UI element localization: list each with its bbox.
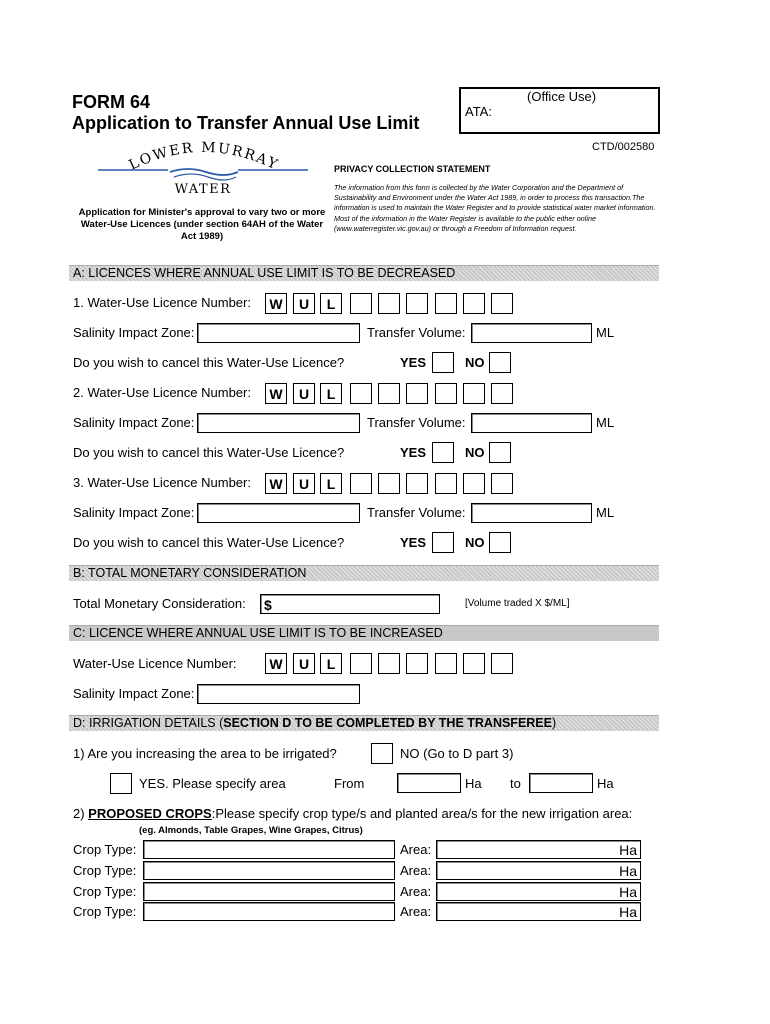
licence-digit-cell[interactable] [378,293,400,314]
licence-digit-cell[interactable] [350,383,372,404]
licence-digit-cell[interactable] [406,383,428,404]
salinity-zone-label: Salinity Impact Zone: [73,415,195,430]
licence-digit-cell[interactable] [435,383,457,404]
yes-label: YES [400,445,427,460]
licence-digit-cell[interactable] [406,293,428,314]
transfer-volume-label: Transfer Volume: [367,325,466,340]
transfer-volume-field[interactable] [471,503,592,523]
form-number: FORM 64 [72,92,151,112]
crop-type-field[interactable] [143,840,395,859]
office-use-label: (Office Use) [527,89,597,104]
no-label: NO [465,445,485,460]
cancel-yes-checkbox[interactable] [432,352,454,373]
licence-digit-cell[interactable] [463,653,485,674]
section-a-heading: A: LICENCES WHERE ANNUAL USE LIMIT IS TO BE DECREASED [69,265,659,281]
ref-code: CTD/002580 [592,141,655,153]
licence-digit-cell[interactable] [378,653,400,674]
increase-salinity-label: Salinity Impact Zone: [73,686,195,701]
licence-prefix-cell: L [320,473,342,494]
area-label: Area: [400,863,432,878]
crop-area-field[interactable] [436,840,641,859]
licence-digit-cell[interactable] [435,293,457,314]
salinity-zone-field[interactable] [197,323,360,343]
no-option-label: NO (Go to D part 3) [400,746,514,761]
transfer-volume-label: Transfer Volume: [367,505,466,520]
transfer-volume-field[interactable] [471,413,592,433]
licence-digit-cell[interactable] [463,473,485,494]
licence-prefix-cell: W [265,383,287,404]
area-ha-unit: Ha [619,842,637,858]
cancel-licence-question: Do you wish to cancel this Water-Use Licence? [73,535,345,550]
licence-digit-cell[interactable] [491,653,513,674]
cancel-no-checkbox[interactable] [489,442,511,463]
yes-label: YES [400,535,427,550]
licence-number-label: 2. Water-Use Licence Number: [73,385,251,400]
ml-unit: ML [596,415,615,430]
licence-digit-cell[interactable] [491,293,513,314]
area-ha-unit: Ha [619,863,637,879]
cancel-licence-question: Do you wish to cancel this Water-Use Licence? [73,355,345,370]
total-consideration-label: Total Monetary Consideration: [73,596,246,611]
licence-prefix-cell: L [320,383,342,404]
crop-type-field[interactable] [143,882,395,901]
licence-digit-cell[interactable] [435,653,457,674]
licence-prefix-cell: L [320,653,342,674]
transfer-volume-field[interactable] [471,323,592,343]
area-ha-unit: Ha [619,904,637,920]
from-ha-unit: Ha [465,776,482,791]
area-from-field[interactable] [397,773,461,793]
cancel-licence-question: Do you wish to cancel this Water-Use Licence? [73,445,345,460]
licence-prefix-cell: L [320,293,342,314]
yes-area-increase-checkbox[interactable] [110,773,132,794]
section-d-heading: D: IRRIGATION DETAILS (SECTION D TO BE COMPLETED BY THE TRANSFEREE) [69,715,659,731]
to-ha-unit: Ha [597,776,614,791]
area-label: Area: [400,904,432,919]
crop-area-field[interactable] [436,882,641,901]
privacy-title: PRIVACY COLLECTION STATEMENT [334,164,491,174]
licence-digit-cell[interactable] [435,473,457,494]
licence-number-label: 3. Water-Use Licence Number: [73,475,251,490]
salinity-zone-field[interactable] [197,503,360,523]
increase-licence-number-label: Water-Use Licence Number: [73,656,237,671]
lower-murray-water-logo [98,139,308,199]
yes-option-label: YES. Please specify area [139,776,286,791]
area-label: Area: [400,884,432,899]
cancel-yes-checkbox[interactable] [432,532,454,553]
crop-type-field[interactable] [143,902,395,921]
salinity-zone-field[interactable] [197,413,360,433]
ml-unit: ML [596,505,615,520]
licence-digit-cell[interactable] [350,473,372,494]
volume-note: [Volume traded X $/ML] [465,598,570,609]
crop-area-field[interactable] [436,861,641,880]
no-label: NO [465,355,485,370]
cancel-no-checkbox[interactable] [489,532,511,553]
svg-text:WATER: WATER [174,182,232,197]
licence-digit-cell[interactable] [406,653,428,674]
transfer-volume-label: Transfer Volume: [367,415,466,430]
licence-digit-cell[interactable] [463,383,485,404]
ata-label: ATA: [465,104,492,119]
increase-area-question: 1) Are you increasing the area to be irrigated? [73,746,337,761]
licence-digit-cell[interactable] [350,653,372,674]
licence-digit-cell[interactable] [406,473,428,494]
area-to-field[interactable] [529,773,593,793]
crop-area-field[interactable] [436,902,641,921]
crop-type-field[interactable] [143,861,395,880]
ml-unit: ML [596,325,615,340]
licence-digit-cell[interactable] [491,473,513,494]
licence-digit-cell[interactable] [350,293,372,314]
proposed-crops-question: 2) PROPOSED CROPS:Please specify crop type/s and planted area/s for the new irrigation area: [73,806,633,821]
section-b-heading: B: TOTAL MONETARY CONSIDERATION [69,565,659,581]
crop-examples: (eg. Almonds, Table Grapes, Wine Grapes, Citrus) [139,825,363,836]
licence-prefix-cell: W [265,293,287,314]
licence-digit-cell[interactable] [463,293,485,314]
cancel-yes-checkbox[interactable] [432,442,454,463]
to-label: to [510,776,521,791]
svg-text:LOWER MURRAY: LOWER MURRAY [126,139,282,174]
office-use-box [459,87,660,134]
salinity-zone-label: Salinity Impact Zone: [73,505,195,520]
section-c-heading: C: LICENCE WHERE ANNUAL USE LIMIT IS TO BE INCREASED [69,625,659,641]
licence-prefix-cell: U [293,293,315,314]
licence-digit-cell[interactable] [491,383,513,404]
no-area-increase-checkbox[interactable] [371,743,393,764]
privacy-body: The information from this form is collected by the Water Corporation and the Department of Sustainability and Environment under the Water Act 1989, in order to process this transaction.The information is used to maintain the Water Register and to provide statistical water market information. Most of the information in the Water Register is available to the public either online (www.waterregister.vic.gov.au) or through a Freedom of Information request. [334,183,656,233]
currency-symbol: $ [264,597,272,613]
form-title: Application to Transfer Annual Use Limit [72,113,420,133]
licence-digit-cell[interactable] [378,473,400,494]
increase-salinity-field[interactable] [197,684,360,704]
licence-prefix-cell: U [293,653,315,674]
no-label: NO [465,535,485,550]
crop-type-label: Crop Type: [73,863,137,878]
crop-type-label: Crop Type: [73,884,137,899]
licence-prefix-cell: W [265,653,287,674]
crop-type-label: Crop Type: [73,904,137,919]
approval-note: Application for Minister's approval to vary two or more Water-Use Licences (under section 64AH of the Water Act 1989) [78,207,326,242]
salinity-zone-label: Salinity Impact Zone: [73,325,195,340]
licence-prefix-cell: U [293,383,315,404]
area-label: Area: [400,842,432,857]
licence-prefix-cell: U [293,473,315,494]
area-ha-unit: Ha [619,884,637,900]
yes-label: YES [400,355,427,370]
crop-type-label: Crop Type: [73,842,137,857]
cancel-no-checkbox[interactable] [489,352,511,373]
licence-digit-cell[interactable] [378,383,400,404]
licence-number-label: 1. Water-Use Licence Number: [73,295,251,310]
from-label: From [334,776,365,791]
total-consideration-field[interactable] [260,594,440,614]
licence-prefix-cell: W [265,473,287,494]
